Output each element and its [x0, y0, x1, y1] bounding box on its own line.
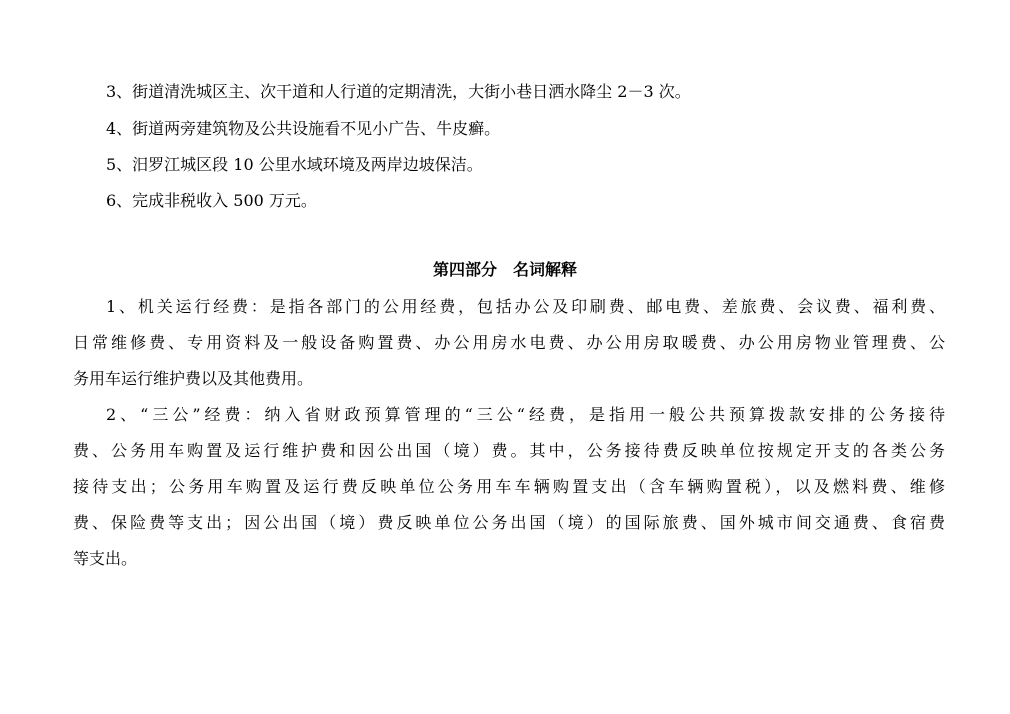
list-item: 4、街道两旁建筑物及公共设施看不见小广告、牛皮癣。: [106, 119, 501, 138]
paragraph-line: 日常维修费、专用资料及一般设备购置费、办公用房水电费、办公用房取暖费、办公用房物业管理费、公: [73, 333, 945, 352]
list-item: 6、完成非税收入 500 万元。: [106, 191, 317, 210]
paragraph-line: 2、“三公”经费：纳入省财政预算管理的“三公“经费，是指用一般公共预算拨款安排的公务接待: [106, 405, 945, 424]
list-item: 5、汨罗江城区段 10 公里水域环境及两岸边坡保洁。: [106, 155, 483, 174]
paragraph-line: 费、保险费等支出；因公出国（境）费反映单位公务出国（境）的国际旅费、国外城市间交通费、食宿费: [73, 513, 945, 532]
paragraph-line: 等支出。: [73, 549, 138, 568]
paragraph-line: 接待支出；公务用车购置及运行费反映单位公务用车车辆购置支出（含车辆购置税），以及燃料费、维修: [73, 477, 945, 496]
section-heading: 第四部分 名词解释: [432, 260, 577, 279]
paragraph-line: 务用车运行维护费以及其他费用。: [73, 369, 314, 388]
list-item: 3、街道清洗城区主、次干道和人行道的定期清洗，大街小巷日洒水降尘 2－3 次。: [106, 82, 691, 101]
paragraph-line: 费、公务用车购置及运行维护费和因公出国（境）费。其中，公务接待费反映单位按规定开支的各类公务: [73, 441, 945, 460]
paragraph-line: 1、机关运行经费：是指各部门的公用经费，包括办公及印刷费、邮电费、差旅费、会议费、福利费、: [106, 297, 945, 316]
